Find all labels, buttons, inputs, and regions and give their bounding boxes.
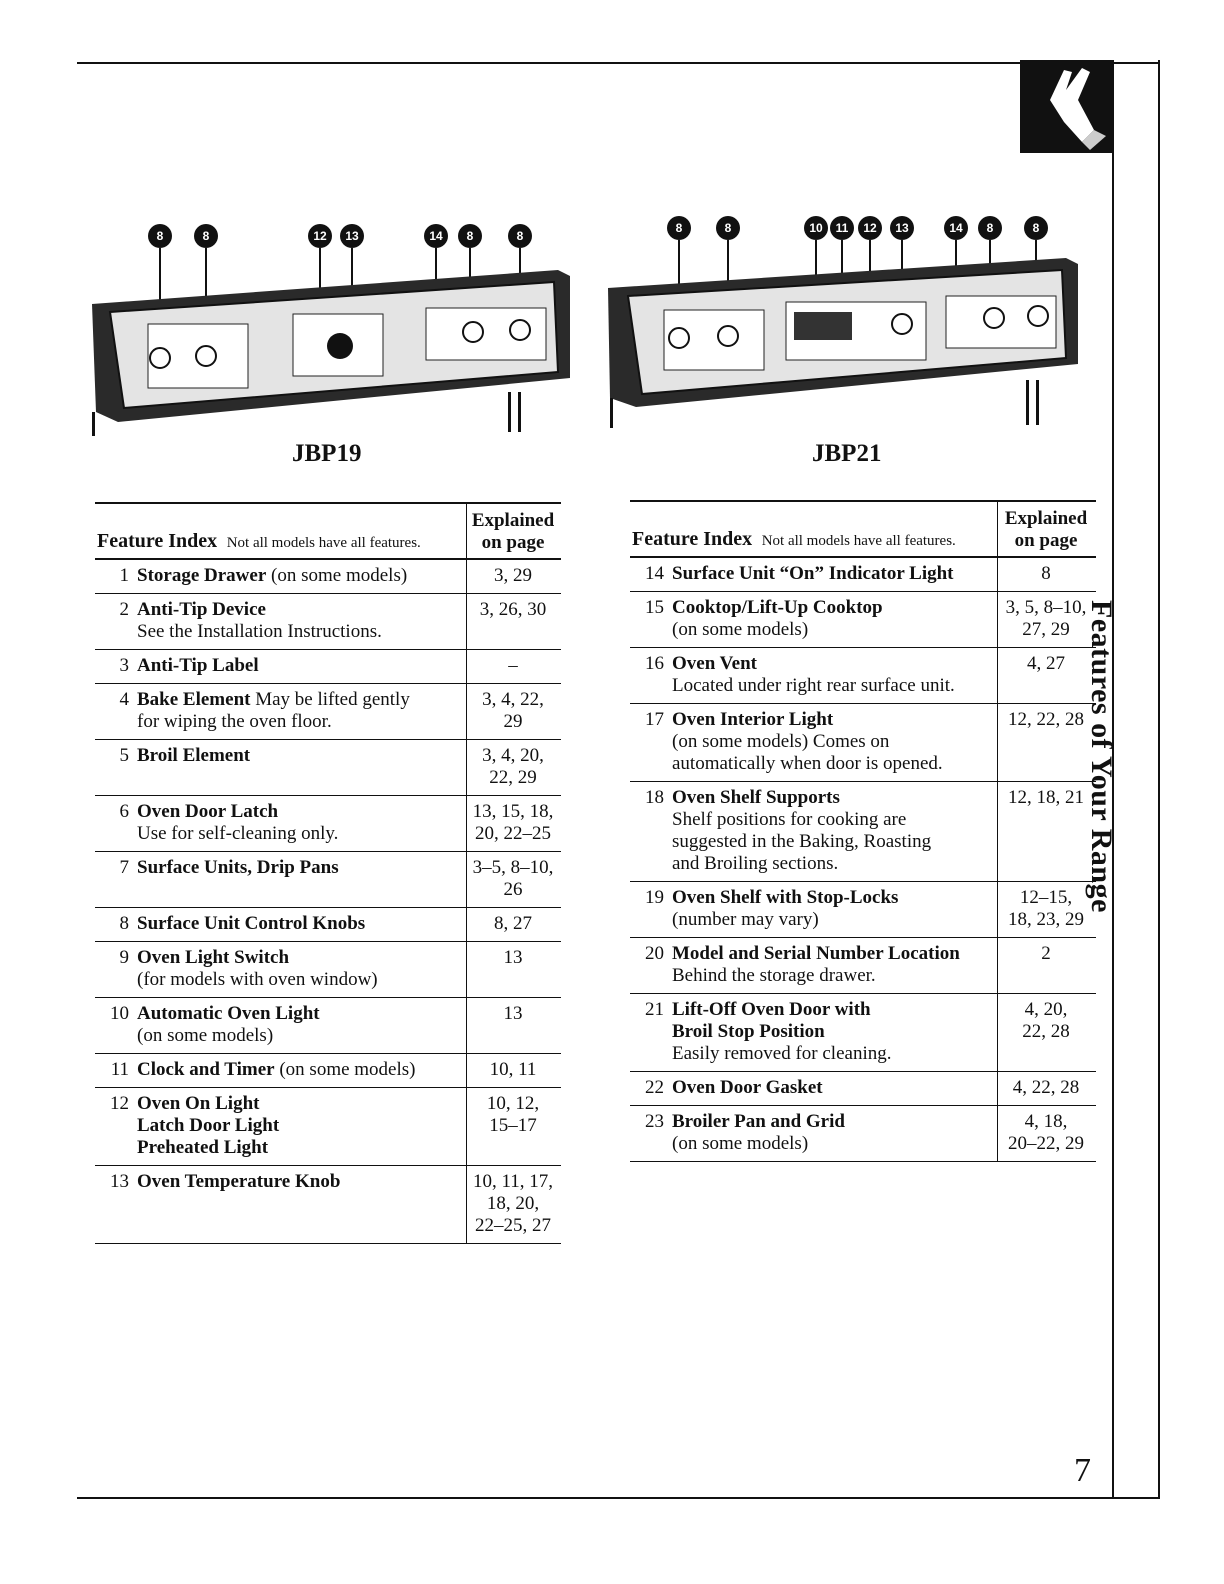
pages-cell — [998, 938, 1097, 994]
pages-cell — [467, 559, 562, 594]
page-reference: 12, 22, 28 — [1008, 709, 1084, 730]
feature-number: 22 — [630, 1072, 670, 1106]
callout-11 — [830, 216, 854, 240]
feature-description: Easily removed for cleaning. — [672, 1043, 892, 1064]
page-reference: 4, 27 — [1027, 653, 1065, 674]
feature-description: (on some models) — [137, 1025, 274, 1046]
table-row — [630, 1106, 1096, 1162]
table-row — [630, 557, 1096, 592]
page-reference: 10, 11 — [489, 1059, 537, 1080]
feature-description: Shelf positions for cooking are — [672, 809, 907, 830]
pages-cell — [998, 592, 1097, 648]
feature-description: for wiping the oven floor. — [137, 711, 332, 732]
page-reference: 13 — [503, 1003, 523, 1024]
feature-name-line: Broil Stop Position — [672, 1021, 825, 1042]
feature-cell — [670, 1072, 998, 1106]
pages-cell — [998, 782, 1097, 882]
page-reference: 26 — [503, 879, 523, 900]
pages-cell — [467, 942, 562, 998]
feature-name: Surface Units, Drip Pans — [137, 857, 339, 878]
feature-name: Model and Serial Number Location — [672, 943, 960, 964]
table-row — [95, 594, 561, 650]
explained-heading: Explained on page — [998, 501, 1097, 557]
model-label-jbp21: JBP21 — [812, 440, 882, 467]
feature-cell — [135, 1054, 467, 1088]
feature-description: (number may vary) — [672, 909, 819, 930]
feature-number: 17 — [630, 704, 670, 782]
pages-cell — [998, 648, 1097, 704]
feature-cell — [135, 852, 467, 908]
pages-cell — [467, 650, 562, 684]
table-row — [95, 559, 561, 594]
feature-description: (on some models) — [672, 619, 809, 640]
feature-index-heading: Feature Index Not all models have all features. — [630, 501, 998, 557]
feature-cell — [135, 998, 467, 1054]
feature-cell — [670, 1106, 998, 1162]
table-row — [95, 942, 561, 998]
explained-heading: Explained on page — [467, 503, 562, 559]
svg-text:11: 11 — [835, 221, 849, 235]
pages-cell — [467, 1088, 562, 1166]
page-reference: 3, 26, 30 — [479, 599, 547, 620]
feature-name: Oven Temperature Knob — [137, 1171, 341, 1192]
page-reference: 4, 22, 28 — [1012, 1077, 1080, 1098]
table-row — [630, 882, 1096, 938]
table-row — [95, 650, 561, 684]
feature-number: 1 — [95, 559, 135, 594]
pages-cell — [467, 1054, 562, 1088]
svg-text:14: 14 — [949, 221, 963, 235]
svg-text:13: 13 — [345, 229, 359, 243]
feature-number: 5 — [95, 740, 135, 796]
table-row — [630, 994, 1096, 1072]
jbp19-control-panel — [88, 212, 573, 437]
page-reference: 3, 29 — [494, 565, 532, 586]
page-reference: 3, 4, 22, — [482, 689, 544, 710]
pages-cell — [467, 852, 562, 908]
feature-description: (on some models) Comes on — [672, 731, 890, 752]
pages-cell — [998, 557, 1097, 592]
page-reference: 12, 18, 21 — [1008, 787, 1084, 808]
feature-name: Storage Drawer — [137, 565, 267, 586]
page-reference: 22, 28 — [1022, 1021, 1070, 1042]
callout-8 — [1024, 216, 1048, 240]
callout-14 — [424, 224, 448, 248]
model-label-jbp19: JBP19 — [292, 440, 362, 467]
feature-name: Oven Vent — [672, 653, 757, 674]
callout-10 — [804, 216, 828, 240]
feature-number: 23 — [630, 1106, 670, 1162]
pages-cell — [998, 1072, 1097, 1106]
feature-name: Oven Light Switch — [137, 947, 290, 968]
table-row — [95, 796, 561, 852]
callout-8 — [716, 216, 740, 240]
svg-text:12: 12 — [313, 229, 327, 243]
jbp19-callouts — [148, 224, 532, 248]
feature-number: 13 — [95, 1166, 135, 1244]
feature-cell — [670, 938, 998, 994]
feature-number: 3 — [95, 650, 135, 684]
svg-text:8: 8 — [724, 221, 732, 235]
pages-cell — [467, 1166, 562, 1244]
svg-text:8: 8 — [466, 229, 474, 243]
feature-cell — [135, 942, 467, 998]
table-row — [630, 704, 1096, 782]
table-row — [630, 592, 1096, 648]
feature-cell — [670, 592, 998, 648]
callout-12 — [308, 224, 332, 248]
table-row — [630, 648, 1096, 704]
feature-cell — [135, 796, 467, 852]
table-row — [630, 938, 1096, 994]
feature-description: Use for self-cleaning only. — [137, 823, 339, 844]
page-reference: 13 — [503, 947, 523, 968]
feature-note: May be lifted gently — [250, 689, 410, 710]
pages-cell — [467, 998, 562, 1054]
svg-text:8: 8 — [1032, 221, 1040, 235]
feature-name: Oven On Light — [137, 1093, 260, 1114]
pages-cell — [467, 740, 562, 796]
feature-name: Automatic Oven Light — [137, 1003, 320, 1024]
table-header-row — [95, 503, 561, 559]
callout-8 — [458, 224, 482, 248]
page-reference: 20–22, 29 — [1008, 1133, 1084, 1154]
feature-description: See the Installation Instructions. — [137, 621, 382, 642]
feature-name: Oven Door Gasket — [672, 1077, 823, 1098]
right-frame — [1158, 60, 1160, 1499]
feature-number: 14 — [630, 557, 670, 592]
feature-number: 18 — [630, 782, 670, 882]
feature-cell — [670, 782, 998, 882]
callout-14 — [944, 216, 968, 240]
callout-8 — [508, 224, 532, 248]
page-reference: 27, 29 — [1022, 619, 1070, 640]
svg-text:8: 8 — [202, 229, 210, 243]
table-row — [95, 852, 561, 908]
feature-cell — [670, 882, 998, 938]
table-row — [630, 782, 1096, 882]
feature-index-table-left — [95, 502, 561, 1244]
feature-name: Lift-Off Oven Door with — [672, 999, 871, 1020]
callout-12 — [858, 216, 882, 240]
feature-name: Oven Interior Light — [672, 709, 834, 730]
page-reference: 22, 29 — [489, 767, 537, 788]
top-rule — [77, 62, 1159, 64]
feature-number: 9 — [95, 942, 135, 998]
page-reference: 20, 22–25 — [475, 823, 551, 844]
page-reference: 8 — [1041, 563, 1051, 584]
feature-name: Surface Unit “On” Indicator Light — [672, 563, 954, 584]
feature-cell — [135, 908, 467, 942]
page-number: 7 — [1074, 1452, 1091, 1489]
feature-description: Located under right rear surface unit. — [672, 675, 955, 696]
pages-cell — [998, 882, 1097, 938]
feature-cell — [135, 594, 467, 650]
feature-name: Anti-Tip Label — [137, 655, 259, 676]
page-reference: 8, 27 — [494, 913, 532, 934]
page-reference: 10, 11, 17, — [472, 1171, 554, 1192]
pages-cell — [467, 594, 562, 650]
feature-number: 20 — [630, 938, 670, 994]
feature-number: 7 — [95, 852, 135, 908]
feature-cell — [135, 650, 467, 684]
feature-name: Broil Element — [137, 745, 251, 766]
feature-name: Oven Shelf with Stop-Locks — [672, 887, 899, 908]
feature-cell — [135, 740, 467, 796]
feature-cell — [135, 684, 467, 740]
feature-number: 15 — [630, 592, 670, 648]
callout-8 — [194, 224, 218, 248]
bottom-rule — [77, 1497, 1159, 1499]
jbp21-callouts — [667, 216, 1048, 240]
svg-text:10: 10 — [809, 221, 823, 235]
feature-cell — [135, 1166, 467, 1244]
feature-number: 21 — [630, 994, 670, 1072]
callout-8 — [667, 216, 691, 240]
feature-name-line: Preheated Light — [137, 1137, 269, 1158]
feature-description: Behind the storage drawer. — [672, 965, 876, 986]
page-reference: – — [508, 655, 518, 676]
feature-number: 2 — [95, 594, 135, 650]
feature-number: 8 — [95, 908, 135, 942]
callout-13 — [890, 216, 914, 240]
page-reference: 3–5, 8–10, — [472, 857, 554, 878]
table-header-row — [630, 501, 1096, 557]
feature-name: Clock and Timer — [137, 1059, 275, 1080]
feature-number: 10 — [95, 998, 135, 1054]
page-reference: 2 — [1041, 943, 1051, 964]
feature-cell — [670, 994, 998, 1072]
feature-name: Oven Shelf Supports — [672, 787, 840, 808]
page-reference: 4, 20, — [1024, 999, 1068, 1020]
pages-cell — [998, 704, 1097, 782]
pages-cell — [467, 684, 562, 740]
page-reference: 4, 18, — [1024, 1111, 1068, 1132]
feature-name: Oven Door Latch — [137, 801, 279, 822]
feature-number: 4 — [95, 684, 135, 740]
feature-name: Broiler Pan and Grid — [672, 1111, 845, 1132]
feature-number: 12 — [95, 1088, 135, 1166]
svg-text:8: 8 — [986, 221, 994, 235]
feature-index-table-right — [630, 500, 1096, 1162]
svg-text:14: 14 — [429, 229, 443, 243]
callout-8 — [148, 224, 172, 248]
pages-cell — [998, 1106, 1097, 1162]
page-reference: 15–17 — [489, 1115, 537, 1136]
feature-description: automatically when door is opened. — [672, 753, 943, 774]
table-row — [95, 740, 561, 796]
page-reference: 3, 5, 8–10, — [1005, 597, 1087, 618]
svg-text:13: 13 — [895, 221, 909, 235]
pages-cell — [467, 908, 562, 942]
table-row — [95, 998, 561, 1054]
feature-note: (on some models) — [266, 565, 408, 586]
pages-cell — [467, 796, 562, 852]
pages-cell — [998, 994, 1097, 1072]
feature-cell — [670, 648, 998, 704]
jbp21-control-panel — [606, 212, 1081, 437]
feature-name: Surface Unit Control Knobs — [137, 913, 366, 934]
feature-cell — [135, 559, 467, 594]
feature-cell — [670, 557, 998, 592]
page-reference: 12–15, — [1019, 887, 1073, 908]
feature-index-heading: Feature Index Not all models have all features. — [95, 503, 467, 559]
feature-name: Cooktop/Lift-Up Cooktop — [672, 597, 883, 618]
feature-number: 11 — [95, 1054, 135, 1088]
feature-name: Bake Element — [137, 689, 251, 710]
feature-description: and Broiling sections. — [672, 853, 839, 874]
table-row — [95, 908, 561, 942]
page-reference: 29 — [503, 711, 523, 732]
feature-number: 19 — [630, 882, 670, 938]
table-row — [95, 1166, 561, 1244]
side-section-title: Features of Your Range — [1085, 600, 1118, 913]
feature-name: Anti-Tip Device — [137, 599, 266, 620]
callout-13 — [340, 224, 364, 248]
svg-text:8: 8 — [675, 221, 683, 235]
feature-cell — [135, 1088, 467, 1166]
svg-text:8: 8 — [516, 229, 524, 243]
table-row — [95, 684, 561, 740]
page-reference: 10, 12, — [486, 1093, 540, 1114]
svg-text:8: 8 — [156, 229, 164, 243]
page-reference: 13, 15, 18, — [472, 801, 554, 822]
feature-note: (on some models) — [274, 1059, 416, 1080]
page-reference: 18, 20, — [486, 1193, 540, 1214]
feature-number: 6 — [95, 796, 135, 852]
feature-cell — [670, 704, 998, 782]
feature-description: (for models with oven window) — [137, 969, 378, 990]
feature-number: 16 — [630, 648, 670, 704]
feature-description: (on some models) — [672, 1133, 809, 1154]
table-row — [95, 1088, 561, 1166]
feature-description: suggested in the Baking, Roasting — [672, 831, 932, 852]
hand-pointer-logo — [1020, 60, 1113, 153]
svg-text:12: 12 — [863, 221, 877, 235]
page-reference: 22–25, 27 — [475, 1215, 551, 1236]
feature-name-line: Latch Door Light — [137, 1115, 280, 1136]
table-row — [630, 1072, 1096, 1106]
table-row — [95, 1054, 561, 1088]
page-reference: 3, 4, 20, — [482, 745, 544, 766]
page-reference: 18, 23, 29 — [1008, 909, 1084, 930]
callout-8 — [978, 216, 1002, 240]
